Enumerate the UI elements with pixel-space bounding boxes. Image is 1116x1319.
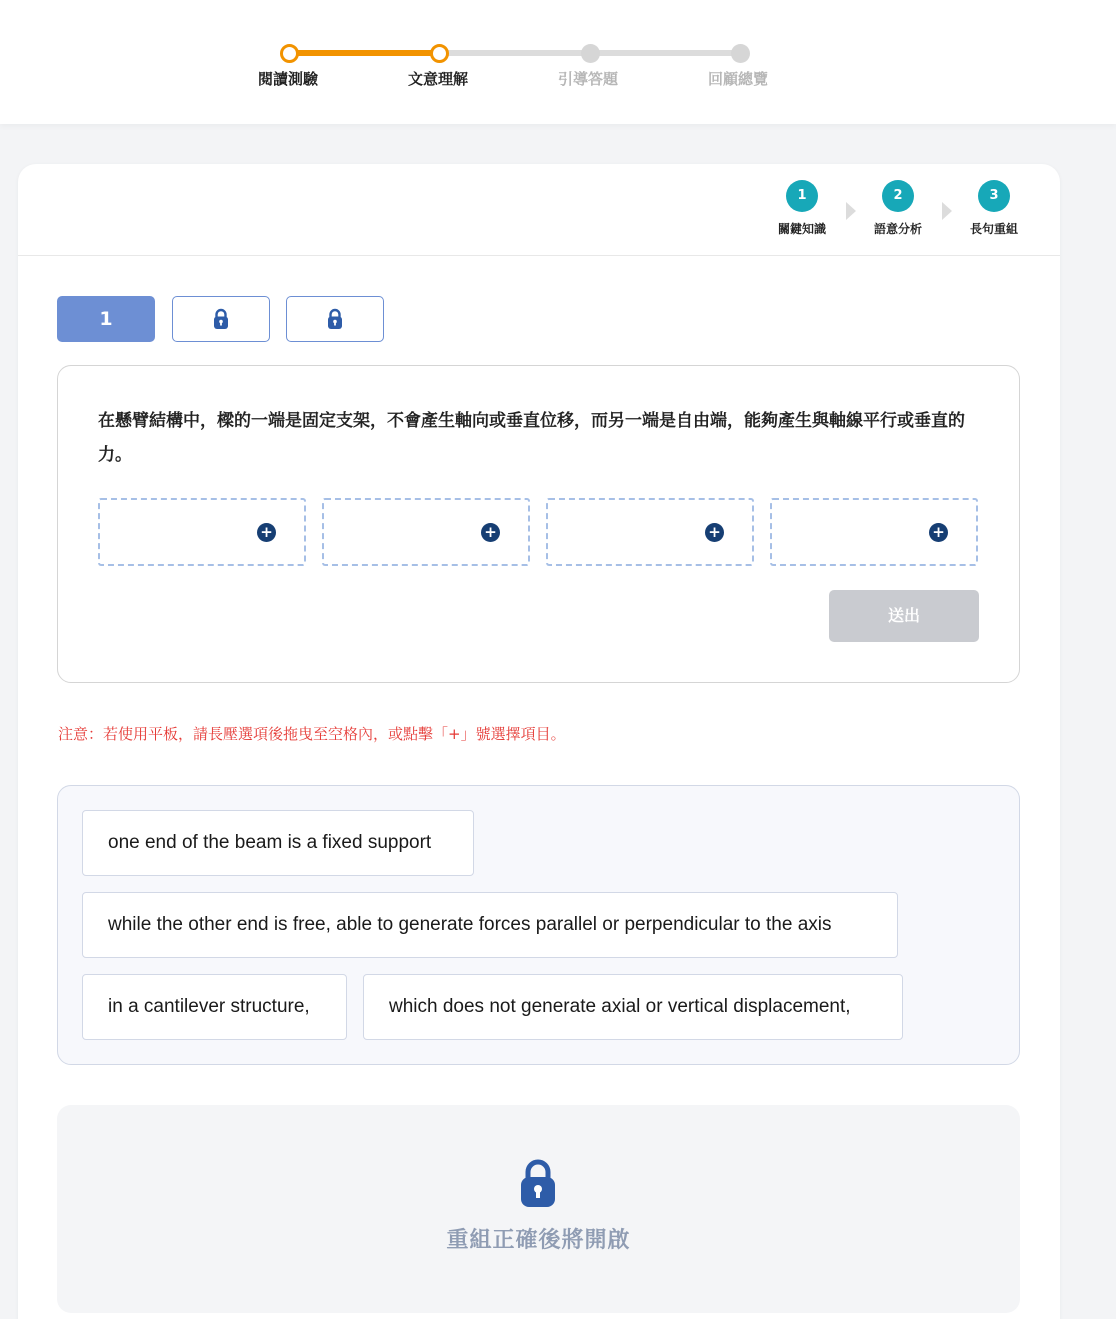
- add-icon[interactable]: +: [705, 523, 724, 542]
- substep-number: 1: [786, 180, 818, 212]
- option-chip[interactable]: while the other end is free, able to generate forces parallel or perpendicular to the axis: [82, 892, 898, 958]
- progress-label-guided: 引導答題: [557, 70, 618, 88]
- answer-slot-3[interactable]: [546, 498, 754, 566]
- substep-label: 長句重組: [969, 222, 1018, 236]
- progress-dot-reading: [280, 44, 299, 63]
- option-chip[interactable]: one end of the beam is a fixed support: [82, 810, 474, 876]
- substep-label: 關鍵知識: [777, 222, 826, 236]
- tablet-note: 注意：若使用平板，請長壓選項後拖曳至空格內，或點擊「+」號選擇項目。: [58, 725, 566, 743]
- locked-section: [57, 1105, 1020, 1313]
- substep-number: 3: [978, 180, 1010, 212]
- lock-icon: [520, 1158, 556, 1208]
- answer-slot-2[interactable]: [322, 498, 530, 566]
- substep-header: [18, 164, 1060, 256]
- question-tab-2-locked[interactable]: [172, 296, 270, 342]
- substep-label: 語意分析: [873, 222, 922, 236]
- substep-key-knowledge[interactable]: [762, 180, 842, 237]
- answer-slot-4[interactable]: [770, 498, 978, 566]
- progress-dot-comprehension: [430, 44, 449, 63]
- option-chip[interactable]: which does not generate axial or vertical displacement,: [363, 974, 903, 1040]
- progress-dot-review: [731, 44, 750, 63]
- question-tab-3-locked[interactable]: [286, 296, 384, 342]
- progress-header: [0, 0, 1116, 124]
- progress-label-reading: 閱讀測驗: [257, 70, 318, 88]
- progress-dot-guided: [581, 44, 600, 63]
- answer-slot-1[interactable]: [98, 498, 306, 566]
- substep-semantic-analysis[interactable]: [858, 180, 938, 237]
- submit-button[interactable]: 送出: [829, 590, 979, 642]
- progress-label-comprehension: 文意理解: [407, 70, 468, 88]
- lock-icon: [327, 308, 343, 330]
- locked-message: 重組正確後將開啟: [446, 1228, 631, 1253]
- chevron-right-icon: [942, 202, 952, 220]
- exercise-card: [18, 164, 1060, 1319]
- add-icon[interactable]: +: [257, 523, 276, 542]
- chevron-right-icon: [846, 202, 856, 220]
- progress-track-filled: [289, 50, 440, 56]
- substep-number: 2: [882, 180, 914, 212]
- question-text: 在懸臂結構中，樑的一端是固定支架，不會產生軸向或垂直位移，而另一端是自由端，能夠產生與軸線平行或垂直的力。: [98, 411, 965, 465]
- lock-icon: [213, 308, 229, 330]
- add-icon[interactable]: +: [481, 523, 500, 542]
- option-pool: [57, 785, 1020, 1065]
- progress-label-review: 回顧總覽: [707, 70, 768, 88]
- substep-sentence-reorder[interactable]: [954, 180, 1034, 237]
- question-tab-1[interactable]: 1: [57, 296, 155, 342]
- option-chip[interactable]: in a cantilever structure,: [82, 974, 347, 1040]
- add-icon[interactable]: +: [929, 523, 948, 542]
- question-box: [57, 365, 1020, 683]
